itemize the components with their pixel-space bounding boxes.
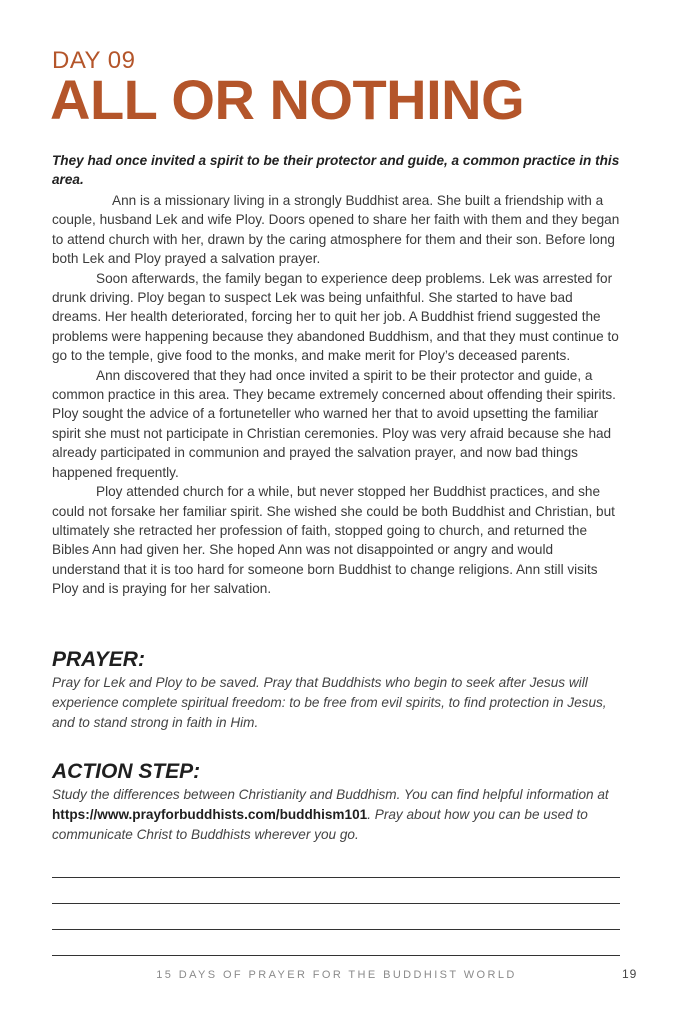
story: [52, 191, 622, 599]
story-paragraph: Soon afterwards, the family began to experience deep problems. Lek was arrested for drunk driving. Ploy began to suspect Lek was being unfaithful. She started to have bad dreams. Her health deteriorated, forcing her to quit her job. A Buddhist friend suggested the problems were happening because they abandoned Buddhism, and that they must continue to go to the temple, give food to the monks, and make merit for Ploy’s deceased parents.: [52, 270, 619, 364]
story-paragraph: Ann discovered that they had once invited a spirit to be their protector and guide, a common practice in this area. They became extremely concerned about offending their spirits. Ploy sought the advice of a fortuneteller who warned her that to avoid upsetting the familiar spirit she must not participate in Christian ceremonies. Ploy was very afraid because she had already participated in communion and prayed the salvation prayer, and now bad things happened frequently.: [52, 367, 616, 480]
page-number: 19: [622, 967, 638, 981]
action-text: [52, 785, 622, 845]
action-link[interactable]: https://www.prayforbuddhists.com/buddhism101: [52, 807, 368, 822]
writing-line[interactable]: [52, 929, 620, 930]
writing-line[interactable]: [52, 903, 620, 904]
intro-quote: They had once invited a spirit to be their protector and guide, a common practice in this area.: [52, 153, 620, 187]
writing-line[interactable]: [52, 877, 620, 878]
prayer-text: Pray for Lek and Ploy to be saved. Pray that Buddhists who begin to seek after Jesus will experience complete spiritual freedom: to be free from evil spirits, to find protection in Jesus, and to stand strong in faith in Him.: [52, 675, 607, 730]
page-title: ALL OR NOTHING: [50, 68, 525, 131]
writing-line[interactable]: [52, 955, 620, 956]
footer-book-title: 15 DAYS OF PRAYER FOR THE BUDDHIST WORLD: [156, 969, 517, 981]
action-heading: ACTION STEP:: [52, 760, 201, 783]
day-label: DAY 09: [52, 47, 136, 74]
prayer-heading: PRAYER:: [52, 648, 145, 671]
action-text-after: . Pray about how you can be used to communicate Christ to Buddhists wherever you go.: [52, 807, 588, 842]
story-paragraph: Ann is a missionary living in a strongly Buddhist area. She built a friendship with a couple, husband Lek and wife Ploy. Doors opened to share her faith with them and they began to attend church with her, drawn by the caring atmosphere for them and their son. Before long both Lek and Ploy prayed a salvation prayer.: [52, 193, 620, 267]
story-paragraph: Ploy attended church for a while, but never stopped her Buddhist practices, and she could not forsake her familiar spirit. She wished she could be both Buddhist and Christian, but ultimately she retracted her profession of faith, stopped going to church, and returned the Bibles Ann had given her. She hoped Ann was not disappointed or angry and would understand that it is too hard for someone born Buddhist to change religions. Ann still visits Ploy and is praying for her salvation.: [52, 484, 615, 597]
action-text-before: Study the differences between Christianity and Buddhism. You can find helpful information at: [52, 787, 609, 802]
